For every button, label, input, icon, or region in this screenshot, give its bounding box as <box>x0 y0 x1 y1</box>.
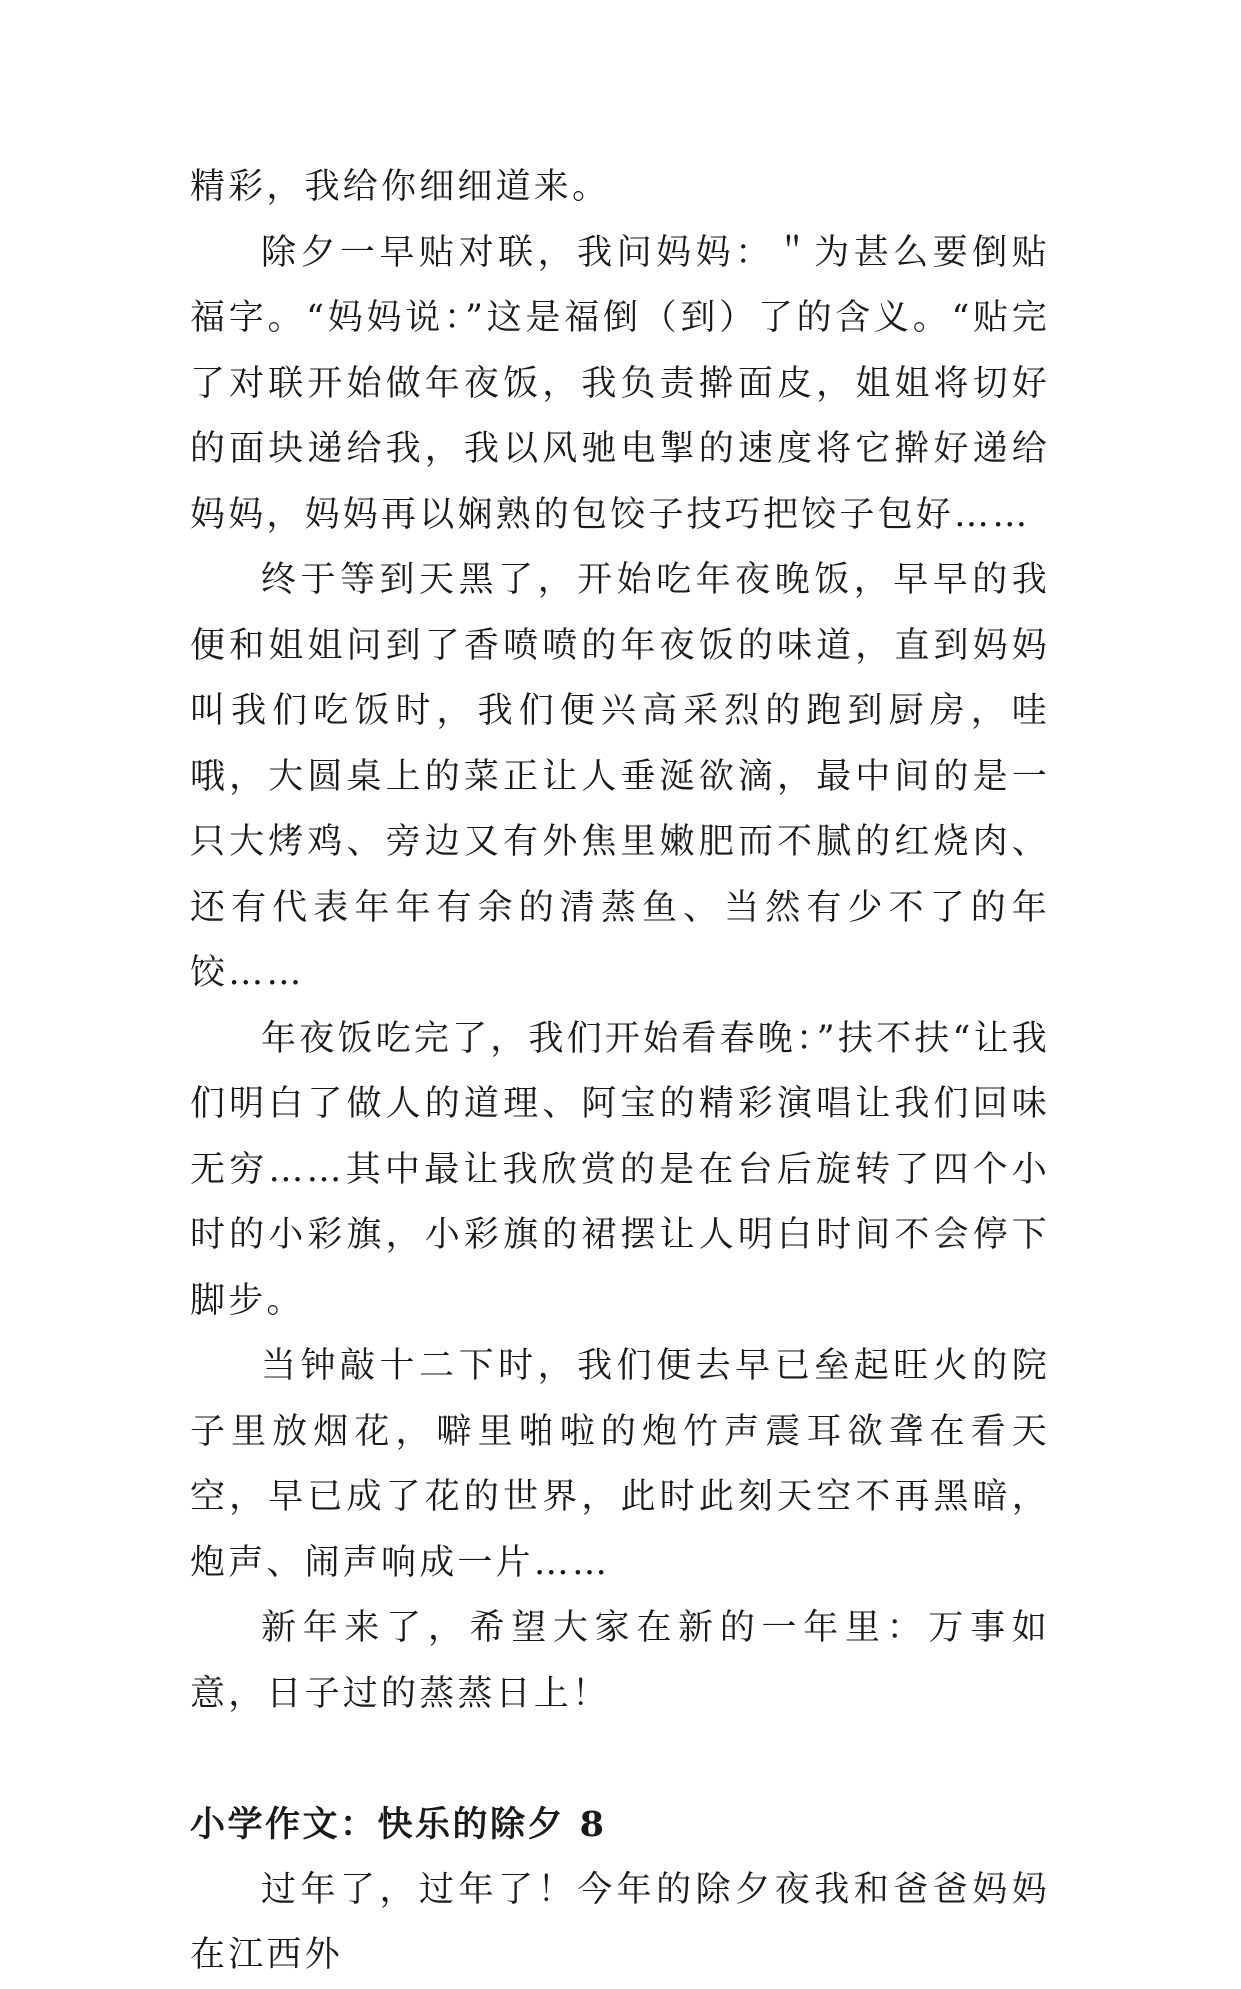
paragraph: 新年来了，希望大家在新的一年里：万事如意，日子过的蒸蒸日上！ <box>190 1608 1050 1714</box>
paragraph: 除夕一早贴对联，我问妈妈：＂为甚么要倒贴福字。“妈妈说：”这是福倒（到）了的含义。“贴完了对联开始做年夜饭，我负责擀面皮，姐姐将切好的面块递给我，我以风驰电掣的速度将它擀好递给妈妈，妈妈再以娴熟的包饺子技巧把饺子包好…… <box>190 232 1050 535</box>
section-title: 小学作文：快乐的除夕 8 <box>190 1804 607 1845</box>
paragraph: 终于等到天黑了，开始吃年夜晚饭，早早的我便和姐姐问到了香喷喷的年夜饭的味道，直到妈妈叫我们吃饭时，我们便兴高采烈的跑到厨房，哇哦，大圆桌上的菜正让人垂涎欲滴，最中间的是一只大烤鸡、旁边又有外焦里嫩肥而不腻的红烧肉、还有代表年年有余的清蒸鱼、当然有少不了的年饺…… <box>190 560 1050 993</box>
paragraph: 过年了，过年了！今年的除夕夜我和爸爸妈妈在江西外 <box>190 1869 1050 1975</box>
paragraph: 当钟敲十二下时，我们便去早已垒起旺火的院子里放烟花，噼里啪啦的炮竹声震耳欲聋在看天空，早已成了花的世界，此时此刻天空不再黑暗，炮声、闹声响成一片…… <box>190 1346 1050 1583</box>
paragraph: 精彩，我给你细细道来。 <box>190 167 611 207</box>
document-page <box>190 155 1050 1989</box>
paragraph: 年夜饭吃完了，我们开始看春晚：”扶不扶“让我们明白了做人的道理、阿宝的精彩演唱让我们回味无穷……其中最让我欣赏的是在台后旋转了四个小时的小彩旗，小彩旗的裙摆让人明白时间不会停下脚步。 <box>190 1018 1050 1321</box>
